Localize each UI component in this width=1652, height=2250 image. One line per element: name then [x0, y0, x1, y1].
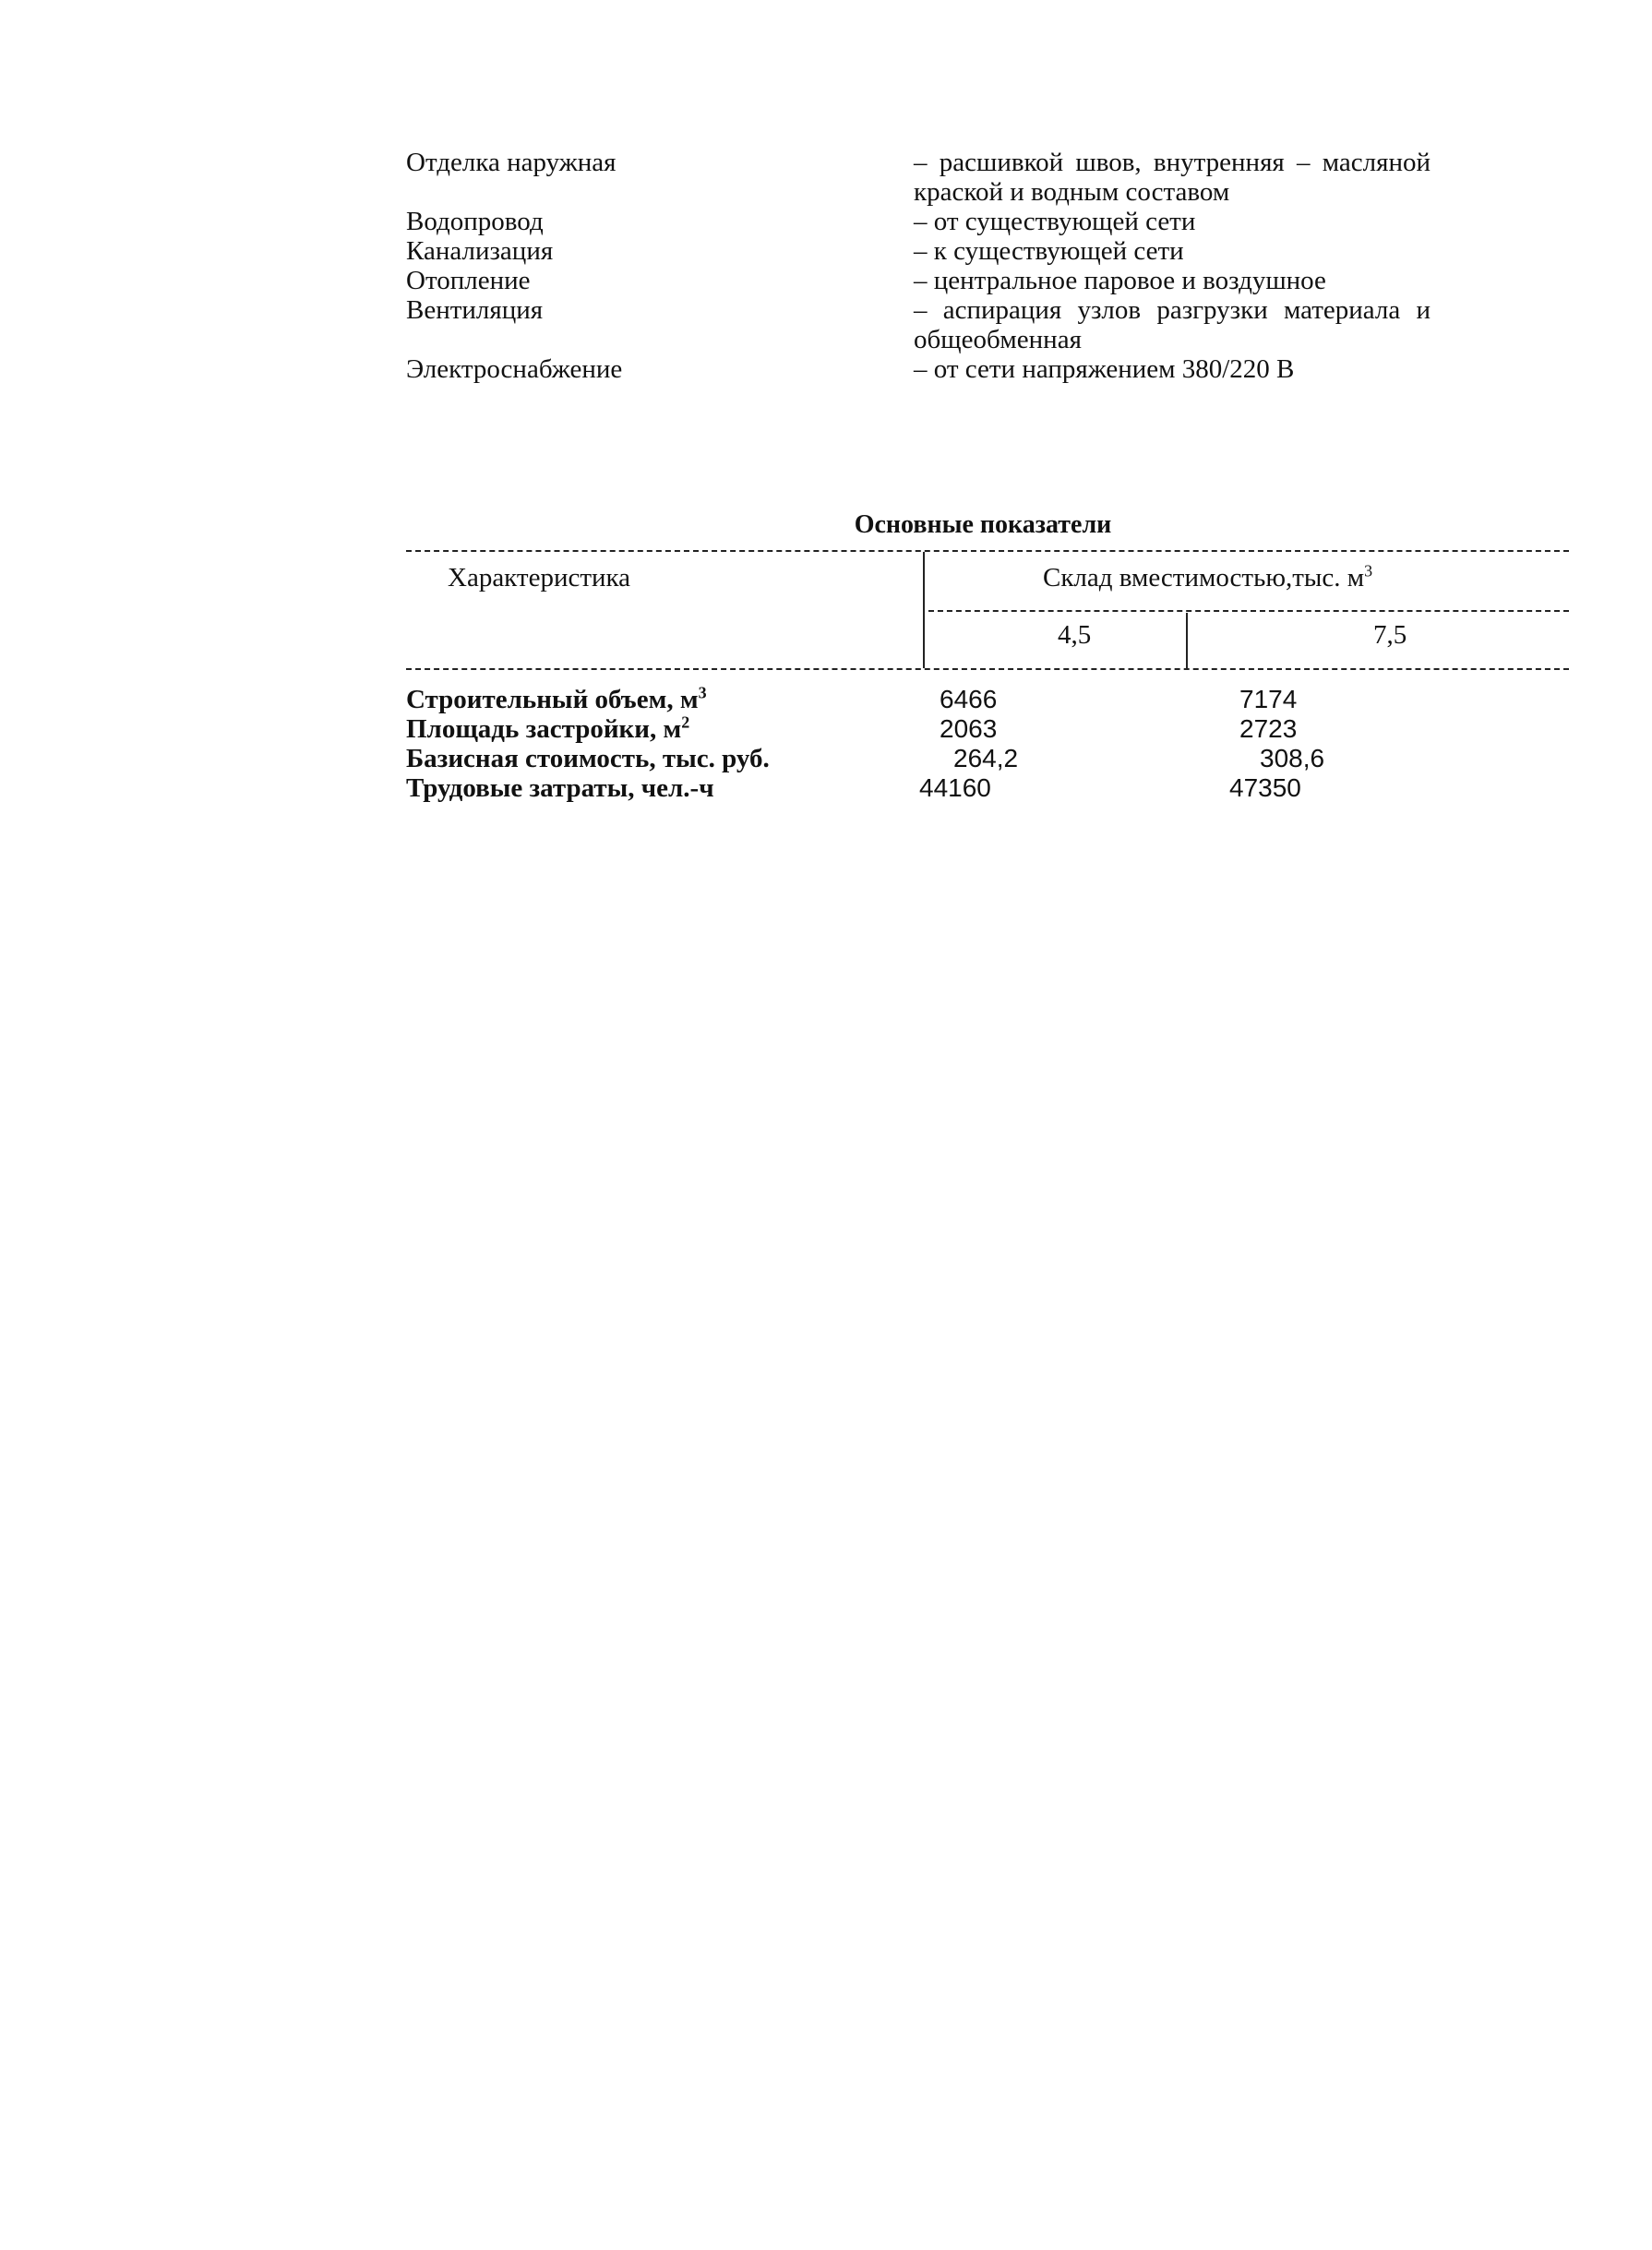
column-header-7-5: 7,5: [1373, 620, 1407, 650]
row-label: [406, 773, 714, 803]
spec-row-power: [406, 354, 1449, 384]
table-subcolumn-divider: [1186, 613, 1188, 668]
table-row: [406, 773, 1569, 803]
row-label-sup: 3: [698, 683, 707, 702]
spec-label: Электроснабжение: [406, 354, 623, 384]
spec-label: Отопление: [406, 266, 531, 295]
spec-value: – от существующей сети: [914, 207, 1196, 236]
spec-label: Отделка наружная: [406, 148, 617, 177]
spec-list: [406, 148, 1449, 384]
row-value-7-5: 308,6: [1260, 744, 1325, 772]
spec-row-sewer: [406, 236, 1449, 266]
row-value-4-5: 2063: [940, 714, 998, 743]
row-label-sup: 2: [681, 712, 690, 732]
row-label-text: Строительный объем, м: [406, 685, 699, 714]
column-header-4-5: 4,5: [1058, 620, 1092, 650]
row-label-text: Площадь застройки, м: [406, 714, 682, 744]
row-label: [406, 685, 707, 714]
table-top-rule: [406, 550, 1569, 552]
table-row: [406, 714, 1569, 744]
header-characteristic: Характеристика: [448, 563, 631, 592]
header-group-sup: 3: [1364, 561, 1373, 580]
table-header-bottom-rule: [406, 668, 1569, 670]
indicators-table-header: [406, 550, 1569, 679]
row-value-7-5: 47350: [1229, 773, 1301, 802]
row-value-4-5: 6466: [940, 685, 998, 713]
row-label: [406, 714, 689, 744]
row-label-text: Базисная стоимость, тыс. руб.: [406, 744, 770, 773]
spec-value: – аспирация узлов разгрузки материала и общеобменная: [914, 295, 1431, 354]
row-label: [406, 744, 770, 773]
spec-value: – к существующей сети: [914, 236, 1184, 266]
spec-row-water: [406, 207, 1449, 236]
spec-row-finish: [406, 148, 1449, 207]
row-value-4-5: 44160: [919, 773, 991, 802]
header-group-text: Склад вместимостью,тыс. м: [1043, 563, 1365, 592]
spec-row-ventilation: [406, 295, 1449, 354]
header-group: [1043, 563, 1372, 593]
table-subheader-rule: [928, 610, 1569, 612]
spec-value: – от сети напряжением 380/220 В: [914, 354, 1295, 384]
table-column-divider: [923, 552, 925, 668]
table-row: [406, 685, 1569, 714]
row-value-7-5: 2723: [1239, 714, 1298, 743]
spec-label: Канализация: [406, 236, 554, 266]
spec-value: – центральное паровое и воздушное: [914, 266, 1326, 295]
spec-label: Вентиляция: [406, 295, 544, 325]
spec-label: Водопровод: [406, 207, 544, 236]
spec-row-heating: [406, 266, 1449, 295]
row-value-4-5: 264,2: [953, 744, 1019, 772]
table-row: [406, 744, 1569, 773]
row-label-text: Трудовые затраты, чел.-ч: [406, 773, 714, 803]
indicators-table-body: [406, 685, 1569, 803]
table-title: Основные показатели: [854, 510, 1112, 539]
row-value-7-5: 7174: [1239, 685, 1298, 713]
spec-value: – расшивкой швов, внутренняя – масляной краской и водным составом: [914, 148, 1431, 207]
